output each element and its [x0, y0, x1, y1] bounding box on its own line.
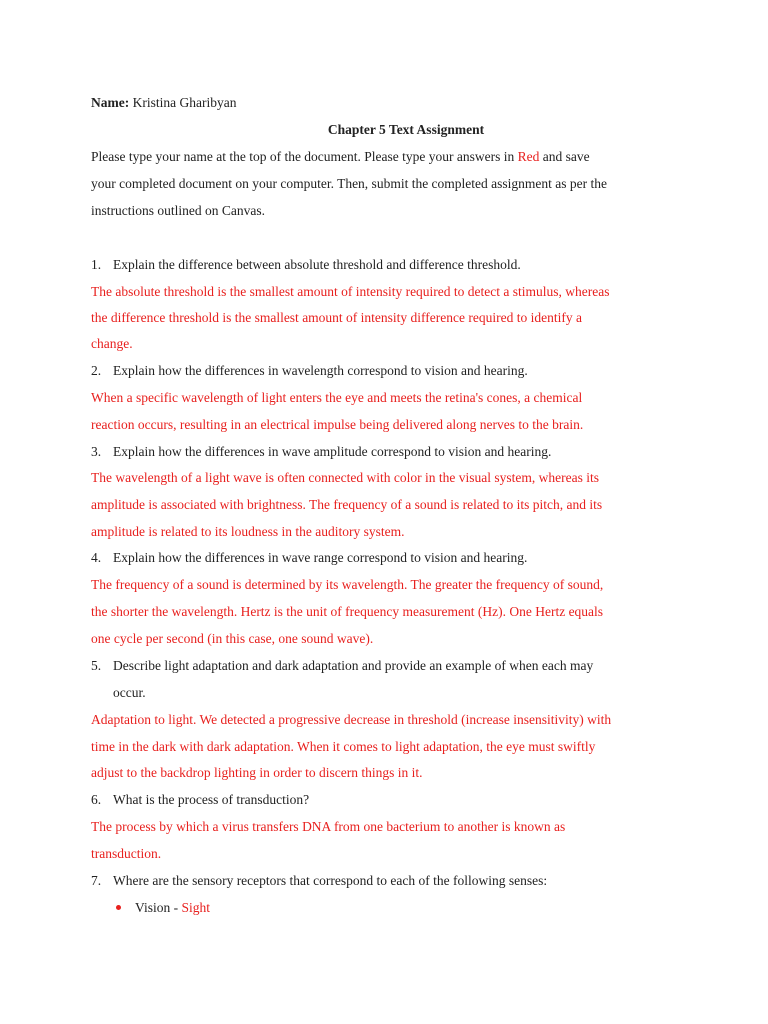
answer-4-line-1: The frequency of a sound is determined by its wavelength. The greater the frequency of sound, [91, 577, 604, 592]
red-word: Red [517, 149, 540, 164]
question-number: 7. [91, 873, 102, 888]
question-5 [91, 657, 593, 675]
instructions-line-2: your completed document on your computer. Then, submit the completed assignment as per the [91, 176, 608, 191]
instructions-text: Please type your name at the top of the document. Please type your answers in [91, 149, 518, 164]
question-3 [91, 443, 551, 461]
question-1 [91, 256, 521, 274]
answer-2-line-1: When a specific wavelength of light enters the eye and meets the retina's cones, a chemical [91, 390, 583, 405]
answer-3-line-3: amplitude is related to its loudness in the auditory system. [91, 524, 405, 539]
sense-label: Vision - [135, 900, 182, 915]
question-text: Explain how the differences in wavelength correspond to vision and hearing. [113, 363, 528, 378]
question-6 [91, 791, 309, 809]
answer-5-line-2: time in the dark with dark adaptation. When it comes to light adaptation, the eye must swiftly [91, 739, 596, 754]
answer-6-line-2: transduction. [91, 846, 162, 861]
bullet-icon [116, 905, 121, 910]
question-number: 2. [91, 363, 102, 378]
answer-6-line-1: The process by which a virus transfers DNA from one bacterium to another is known as [91, 819, 566, 834]
question-text: Explain the difference between absolute threshold and difference threshold. [113, 257, 521, 272]
question-4 [91, 549, 527, 567]
question-text: What is the process of transduction? [113, 792, 310, 807]
answer-3-line-1: The wavelength of a light wave is often connected with color in the visual system, whereas its [91, 470, 599, 485]
answer-4-line-2: the shorter the wavelength. Hertz is the unit of frequency measurement (Hz). One Hertz equals [91, 604, 604, 619]
answer-1-line-1: The absolute threshold is the smallest amount of intensity required to detect a stimulus, whereas [91, 284, 610, 299]
answer-5-line-3: adjust to the backdrop lighting in order to discern things in it. [91, 765, 423, 780]
question-number: 4. [91, 550, 102, 565]
question-7 [91, 872, 547, 890]
question-2 [91, 362, 528, 380]
name-label: Name: [91, 95, 130, 110]
name-line [91, 94, 236, 112]
document-title: Chapter 5 Text Assignment [327, 122, 485, 137]
answer-2-line-2: reaction occurs, resulting in an electrical impulse being delivered along nerves to the brain. [91, 417, 584, 432]
question-5-continuation: occur. [113, 685, 146, 700]
sense-answer: Sight [181, 900, 210, 915]
answer-1-line-3: change. [91, 336, 133, 351]
instructions-text: and save [539, 149, 590, 164]
question-number: 5. [91, 658, 102, 673]
question-text: Explain how the differences in wave amplitude correspond to vision and hearing. [113, 444, 552, 459]
answer-3-line-2: amplitude is associated with brightness. The frequency of a sound is related to its pitch, and its [91, 497, 603, 512]
question-text: Where are the sensory receptors that correspond to each of the following senses: [113, 873, 548, 888]
instructions-line-3: instructions outlined on Canvas. [91, 203, 265, 218]
sense-item-vision [135, 899, 210, 917]
question-number: 1. [91, 257, 102, 272]
answer-1-line-2: the difference threshold is the smallest amount of intensity difference required to identify a [91, 310, 582, 325]
question-text: Describe light adaptation and dark adaptation and provide an example of when each may [113, 658, 594, 673]
question-number: 6. [91, 792, 102, 807]
student-name: Kristina Gharibyan [132, 95, 237, 110]
answer-4-line-3: one cycle per second (in this case, one sound wave). [91, 631, 374, 646]
question-text: Explain how the differences in wave range correspond to vision and hearing. [113, 550, 528, 565]
question-number: 3. [91, 444, 102, 459]
instructions-line-1 [91, 148, 590, 166]
answer-5-line-1: Adaptation to light. We detected a progressive decrease in threshold (increase insensitivity) with [91, 712, 612, 727]
